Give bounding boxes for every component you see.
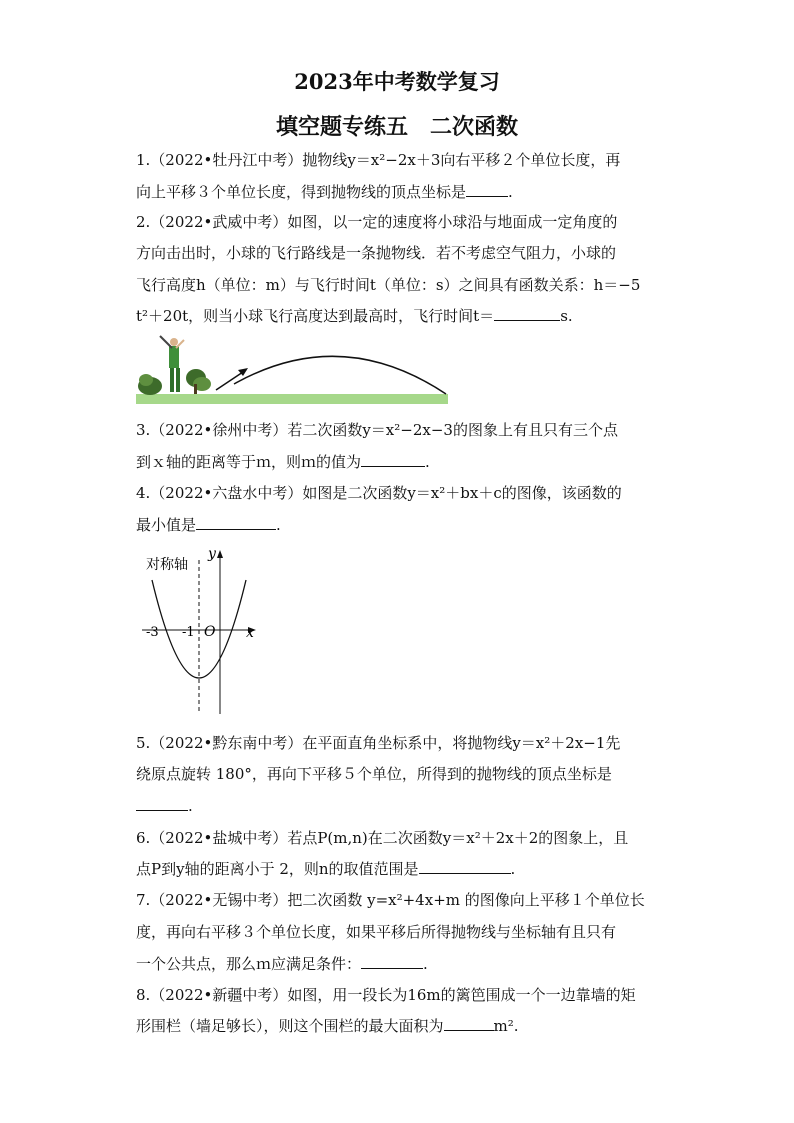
symmetry-axis-label: 对称轴 [146, 557, 188, 573]
q3-text: 到ｘ轴的距离等于ｍ，则ｍ的值为 [136, 453, 362, 471]
q4-text: 最小值是 [136, 516, 197, 534]
bush-left-icon [138, 374, 162, 395]
q2-answer-blank[interactable] [494, 306, 560, 321]
golfer-icon [160, 336, 184, 392]
page-subtitle: 填空题专练五 二次函数 [275, 114, 518, 140]
q7-line2: 度，再向右平移３个单位长度，如果平移后所得抛物线与坐标轴有且只有 [136, 923, 617, 941]
q2-end: s. [560, 307, 573, 325]
tick-minus-1: -1 [182, 625, 195, 640]
trajectory-curve [234, 356, 446, 394]
q7-answer-blank[interactable] [361, 954, 423, 969]
q1-line1: 1.（2022•牡丹江中考）抛物线y＝x²−2x＋3向右平移２个单位长度，再 [136, 151, 621, 169]
parabola-graph [138, 544, 262, 716]
ground [136, 394, 448, 404]
q4-line1: 4.（2022•六盘水中考）如图是二次函数y＝x²＋bx＋c的图像，该函数的 [136, 484, 622, 502]
q1-answer-blank[interactable] [466, 182, 508, 197]
q3-end: . [425, 453, 430, 471]
q5-end: . [188, 797, 193, 815]
q1-text: 向上平移３个单位长度，得到抛物线的顶点坐标是 [136, 183, 467, 201]
q6-line1: 6.（2022•盐城中考）若点P(m,n)在二次函数y＝x²＋2x＋2的图象上，且 [136, 829, 629, 847]
q8-line2 [136, 1016, 519, 1036]
q4-answer-blank[interactable] [196, 515, 276, 530]
q4-line2 [136, 515, 281, 535]
q6-end: . [510, 860, 516, 878]
y-axis-label: y [208, 546, 216, 562]
q5-answer-blank[interactable] [136, 796, 188, 811]
q4-end: . [276, 516, 281, 534]
q7-text: 一个公共点，那么ｍ应满足条件： [136, 955, 362, 973]
q7-line1: 7.（2022•无锡中考）把二次函数 y=x²+4x+m 的图像向上平移１个单位长 [136, 891, 645, 909]
q6-answer-blank[interactable] [419, 859, 511, 874]
q6-line2 [136, 859, 515, 879]
page-title: 2023年中考数学复习 [294, 69, 500, 94]
q2-line4 [136, 306, 573, 326]
q5-line3 [136, 796, 193, 816]
tick-minus-3: -3 [146, 625, 159, 640]
q6-text: 点P到y轴的距离小于 2，则n的取值范围是 [136, 860, 419, 878]
q8-answer-blank[interactable] [444, 1016, 494, 1031]
q5-line1: 5.（2022•黔东南中考）在平面直角坐标系中，将抛物线y＝x²＋2x−1先 [136, 734, 621, 752]
q3-line2 [136, 452, 430, 472]
q2-line3: 飞行高度h（单位：m）与飞行时间t（单位：s）之间具有函数关系：h＝−5 [136, 276, 641, 294]
q2-line1: 2.（2022•武威中考）如图，以一定的速度将小球沿与地面成一定角度的 [136, 213, 618, 231]
q1-line2 [136, 182, 513, 202]
q7-line3 [136, 954, 428, 974]
golf-trajectory-figure [136, 334, 448, 408]
q1-end: . [508, 183, 513, 201]
q2-line2: 方向击出时，小球的飞行路线是一条抛物线．若不考虑空气阻力，小球的 [136, 244, 617, 262]
q2-text: t²＋20t，则当小球飞行高度达到最高时，飞行时间t＝ [136, 307, 495, 325]
q7-end: . [423, 955, 428, 973]
bush-right-icon [186, 369, 211, 394]
x-axis-label: x [246, 625, 254, 641]
y-axis-arrow-icon [217, 550, 223, 558]
origin-label: O [204, 624, 216, 640]
q3-answer-blank[interactable] [361, 452, 425, 467]
q3-line1: 3.（2022•徐州中考）若二次函数y＝x²−2x−3的图象上有且只有三个点 [136, 421, 618, 439]
q8-line1: 8.（2022•新疆中考）如图，用一段长为16m的篱笆围成一个一边靠墙的矩 [136, 986, 636, 1004]
parabola-curve [152, 580, 246, 678]
q8-end: m². [493, 1017, 519, 1035]
q5-line2: 绕原点旋转 180°，再向下平移５个单位，所得到的抛物线的顶点坐标是 [136, 765, 612, 783]
q8-text: 形围栏（墙足够长），则这个围栏的最大面积为 [136, 1017, 444, 1035]
